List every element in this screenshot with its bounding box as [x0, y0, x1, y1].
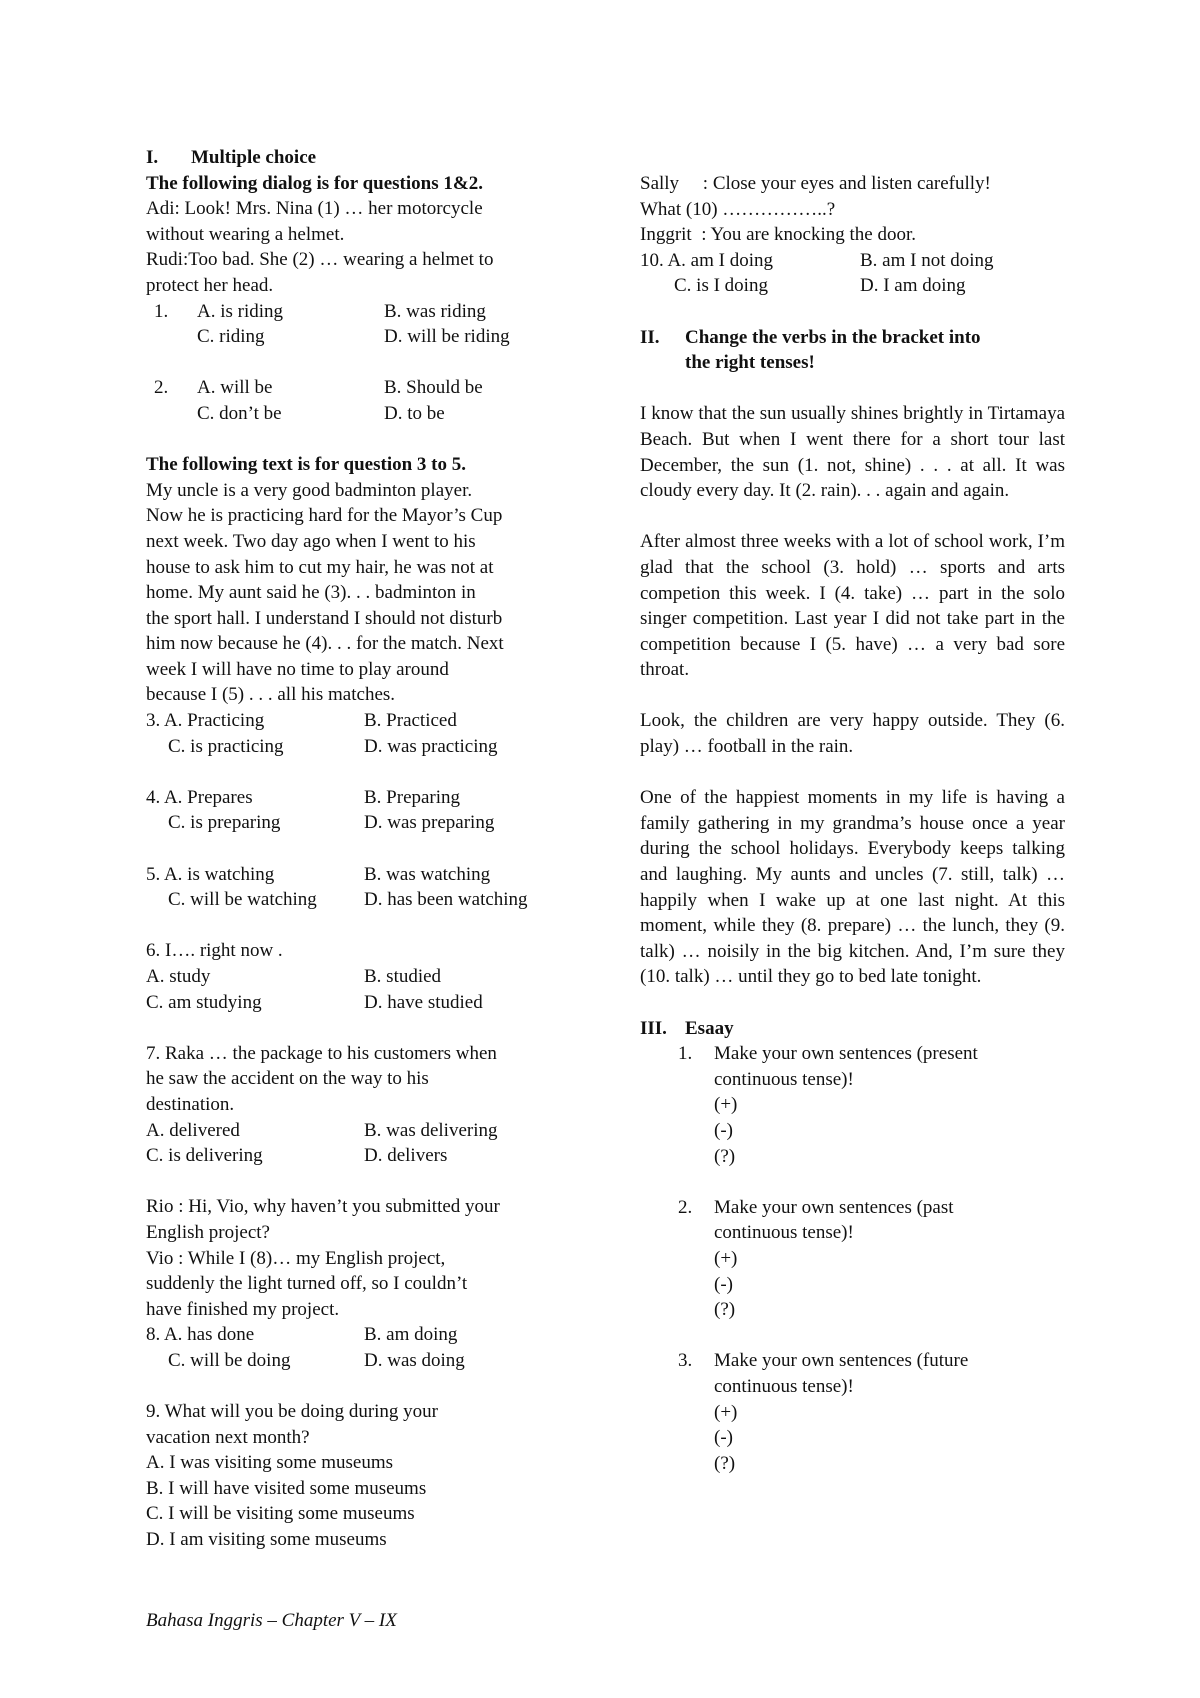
question-number: 2.: [154, 377, 169, 399]
question-3-options: [146, 708, 576, 759]
option-d: D. I am doing: [860, 275, 966, 297]
option-b: B. Practiced: [364, 710, 457, 732]
question-7-stem: destination.: [146, 1093, 235, 1115]
option-d: D. have studied: [364, 991, 483, 1013]
essay-prompt-cont: continuous tense)!: [714, 1375, 854, 1397]
option-c: C. is practicing: [168, 735, 284, 757]
section-1-heading: [146, 145, 576, 171]
option-c: C. will be watching: [168, 889, 317, 911]
positive-mark: (+): [714, 1247, 738, 1269]
option-d: D. I am visiting some museums: [146, 1529, 387, 1551]
question-mark: (?): [714, 1452, 736, 1474]
paragraph-1: I know that the sun usually shines brightly in Tirtamaya Beach. But when I went there for a short tour last December, the sun (1. not, shine) . . . at all. It was cloudy every day. It (2. rain). . . again and again.: [640, 403, 1065, 502]
dialog-line: Vio : While I (8)… my English project,: [146, 1247, 446, 1269]
negative-mark: (-): [714, 1273, 733, 1295]
dialog-line: without wearing a helmet.: [146, 223, 345, 245]
paragraph-3: Look, the children are very happy outside. They (6. play) … football in the rain.: [640, 710, 1065, 758]
text-line: Now he is practicing hard for the Mayor’s Cup: [146, 505, 503, 527]
dialog-line: Adi: Look! Mrs. Nina (1) … her motorcycle: [146, 198, 483, 220]
positive-mark: (+): [714, 1094, 738, 1116]
option-b: B. was watching: [364, 863, 491, 885]
option-c: C. will be doing: [168, 1349, 291, 1371]
dialog-heading: The following dialog is for questions 1&2.: [146, 172, 483, 194]
option-a: 8. A. has done: [146, 1324, 255, 1346]
option-b: B. Preparing: [364, 786, 461, 808]
essay-prompt: Make your own sentences (present: [714, 1043, 978, 1065]
question-mark: (?): [714, 1145, 736, 1167]
question-10-options: [640, 248, 1065, 299]
question-9-stem: 9. What will you be doing during your: [146, 1401, 439, 1423]
essay-item: [678, 1348, 1065, 1476]
option-c: C. is delivering: [146, 1145, 263, 1167]
question-number: 1.: [154, 300, 169, 322]
essay-item: [678, 1195, 1065, 1323]
negative-mark: (-): [714, 1119, 733, 1141]
option-d: D. was practicing: [364, 735, 498, 757]
paragraph-2: After almost three weeks with a lot of school work, I’m glad that the school (3. hold) … sports and arts competion this week. I (4. take) … part in the solo singer competition. Last year I did not take part in the competition because I (5. have) … a very bad sore throat.: [640, 531, 1065, 681]
dialog-line: Rio : Hi, Vio, why haven’t you submitted your: [146, 1196, 500, 1218]
option-a: A. I was visiting some museums: [146, 1452, 393, 1474]
dialog-line: Inggrit : You are knocking the door.: [640, 224, 917, 246]
option-a: 10. A. am I doing: [640, 249, 773, 271]
question-5-options: [146, 862, 576, 913]
question-7-stem: 7. Raka … the package to his customers when: [146, 1042, 497, 1064]
text-line: next week. Two day ago when I went to his: [146, 530, 476, 552]
text-line: the sport hall. I understand I should not disturb: [146, 607, 503, 629]
option-a: A. will be: [197, 377, 273, 399]
question-7-options: [146, 1118, 576, 1169]
section-title: Change the verbs in the bracket into: [685, 326, 981, 348]
text-line: My uncle is a very good badminton player.: [146, 479, 473, 501]
option-b: B. was delivering: [364, 1119, 498, 1141]
right-column: [640, 171, 1065, 1476]
option-c: C. don’t be: [197, 402, 282, 424]
option-a: A. delivered: [146, 1119, 240, 1141]
question-6-options: [146, 964, 576, 1015]
text-heading: The following text is for question 3 to 5.: [146, 454, 467, 476]
option-a: 4. A. Prepares: [146, 786, 253, 808]
option-b: B. Should be: [384, 377, 483, 399]
option-d: D. delivers: [364, 1145, 448, 1167]
option-a: A. study: [146, 966, 211, 987]
text-line: because I (5) . . . all his matches.: [146, 684, 396, 706]
option-d: D. to be: [384, 402, 445, 424]
essay-prompt-cont: continuous tense)!: [714, 1222, 854, 1244]
question-2-options: [146, 375, 576, 426]
positive-mark: (+): [714, 1401, 738, 1423]
essay-list: [640, 1041, 1065, 1476]
dialog-line: English project?: [146, 1221, 270, 1243]
option-d: D. was doing: [364, 1349, 465, 1371]
option-a: 3. A. Practicing: [146, 710, 265, 732]
negative-mark: (-): [714, 1427, 733, 1449]
essay-prompt: Make your own sentences (future: [714, 1350, 969, 1372]
essay-prompt: Make your own sentences (past: [714, 1196, 954, 1218]
dialog-line: suddenly the light turned off, so I couldn’t: [146, 1273, 468, 1295]
text-line: home. My aunt said he (3). . . badminton in: [146, 582, 476, 604]
essay-number: 1.: [678, 1043, 693, 1065]
question-mark: (?): [714, 1299, 736, 1321]
option-b: B. am I not doing: [860, 249, 994, 271]
option-a: 5. A. is watching: [146, 863, 275, 885]
option-a: A. is riding: [197, 300, 284, 322]
essay-item: [678, 1041, 1065, 1169]
essay-number: 3.: [678, 1350, 693, 1372]
text-line: house to ask him to cut my hair, he was not at: [146, 556, 494, 578]
option-b: B. am doing: [364, 1324, 458, 1346]
dialog-line: Rudi:Too bad. She (2) … wearing a helmet to: [146, 249, 494, 271]
option-c: C. riding: [197, 326, 265, 348]
essay-number: 2.: [678, 1196, 693, 1218]
dialog-line: Sally : Close your eyes and listen carefully!: [640, 173, 991, 194]
option-b: B. studied: [364, 966, 442, 987]
dialog-line: have finished my project.: [146, 1298, 340, 1320]
question-1-options: [146, 299, 576, 350]
option-b: B. I will have visited some museums: [146, 1477, 427, 1499]
question-4-options: [146, 785, 576, 836]
section-number: II.: [640, 326, 660, 348]
option-d: D. has been watching: [364, 889, 528, 911]
option-c: C. I will be visiting some museums: [146, 1503, 415, 1525]
question-9-stem: vacation next month?: [146, 1426, 310, 1448]
option-c: C. is preparing: [168, 812, 281, 834]
text-line: week I will have no time to play around: [146, 658, 449, 680]
section-2-heading: [640, 325, 1065, 351]
section-number: I.: [146, 147, 159, 168]
paragraph-4: One of the happiest moments in my life is having a family gathering in my grandma’s house once a year during the school holidays. Everybody keeps talking and laughing. My aunts and uncles (7. still, talk) … happily when I wake up at one last night. At this moment, while they (8. prepare) … the lunch, they (9. talk) … noisily in the big kitchen. And, I’m sure they (10. talk) … until they go to bed late tonight.: [640, 787, 1065, 988]
option-c: C. am studying: [146, 991, 262, 1013]
section-title-cont: the right tenses!: [685, 352, 815, 374]
section-title: Esaay: [685, 1017, 734, 1039]
section-number: III.: [640, 1017, 667, 1039]
option-d: D. was preparing: [364, 812, 495, 834]
question-8-options: [146, 1322, 576, 1373]
left-column: [146, 145, 576, 1553]
text-line: him now because he (4). . . for the match. Next: [146, 633, 504, 655]
question-6-stem: 6. I…. right now .: [146, 940, 283, 962]
page-footer: Bahasa Inggris – Chapter V – IX: [146, 1610, 397, 1631]
dialog-line: protect her head.: [146, 274, 274, 296]
dialog-line: What (10) ……………..?: [640, 198, 836, 220]
option-c: C. is I doing: [674, 275, 768, 297]
essay-prompt-cont: continuous tense)!: [714, 1068, 854, 1090]
section-title: Multiple choice: [191, 147, 317, 168]
option-d: D. will be riding: [384, 326, 510, 348]
section-3-heading: [640, 1016, 1065, 1042]
option-b: B. was riding: [384, 300, 486, 322]
question-7-stem: he saw the accident on the way to his: [146, 1068, 429, 1090]
